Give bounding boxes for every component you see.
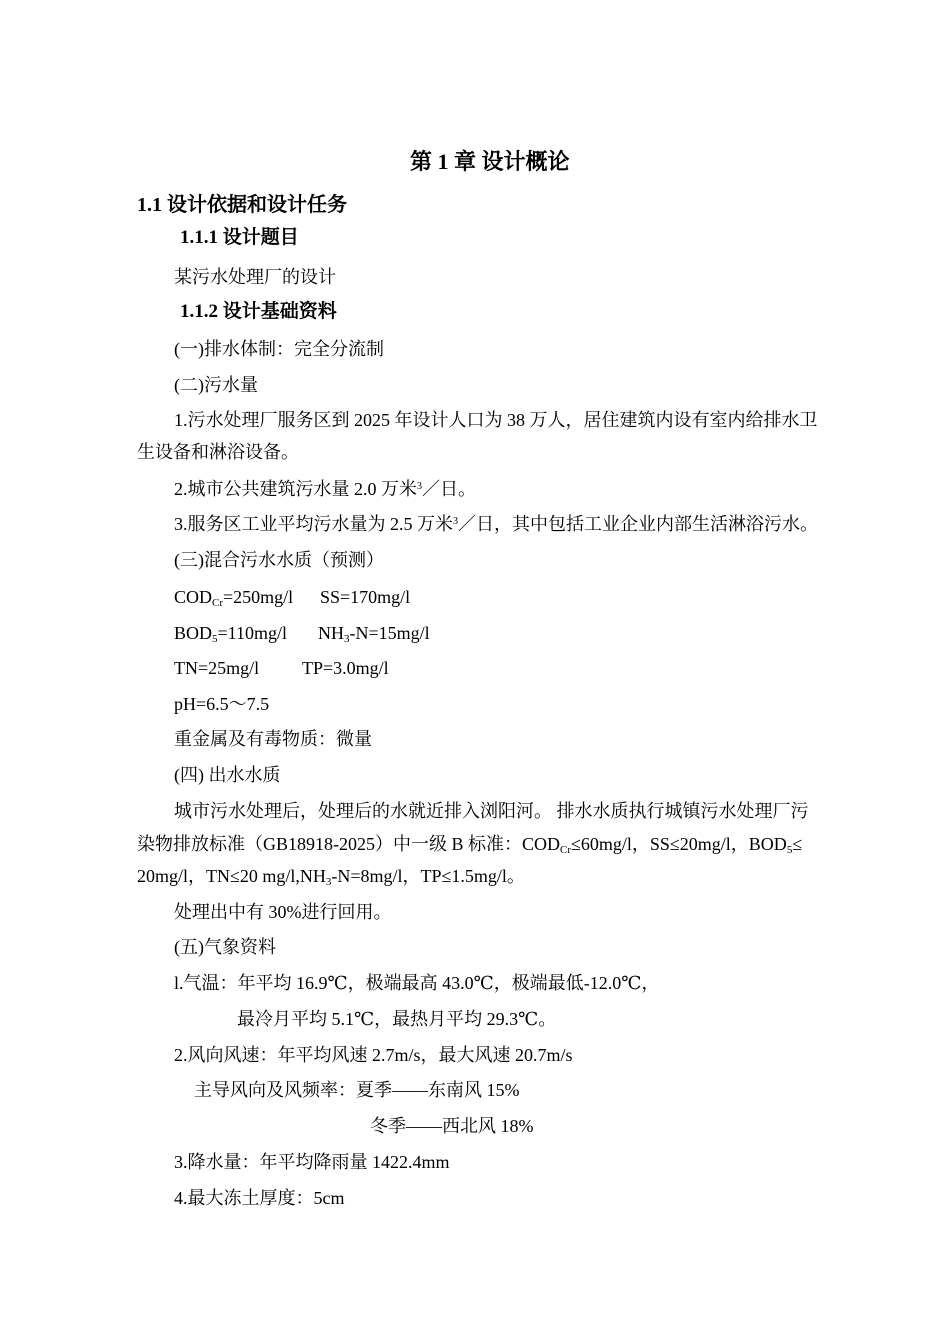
climate-rainfall: 3.降水量：年平均降雨量 1422.4mm [174,1152,450,1172]
sewage-volume-heading: (二)污水量 [174,375,258,395]
section-heading-1-1-2: 1.1.2 设计基础资料 [180,301,337,322]
nh3-value: $NH_3-N=15mg/l$ [318,623,430,645]
chapter-title: 第 1 章 设计概论 [410,149,570,174]
section-heading-1-1-1: 1.1.1 设计题目 [180,227,299,248]
sewage-item-1-line-1: 1.污水处理厂服务区到 2025 年设计人口为 38 万人，居住建筑内设有室内给排水卫 [174,410,818,430]
sewage-item-1-line-2: 生设备和淋浴设备。 [137,442,299,462]
sewage-item-3: 3.服务区工业平均污水量为 2.5 万米$^3$／日，其中包括工业企业内部生活淋浴污水。 [174,514,818,534]
climate-wind-line-1: 2.风向风速：年平均风速 2.7m/s，最大风速 20.7m/s [174,1045,573,1065]
tp-value: TP=3.0mg/l [302,658,389,678]
climate-frost-depth: 4.最大冻土厚度：5cm [174,1188,345,1208]
climate-temperature-line-1: l.气温：年平均 16.9℃，极端最高 43.0℃，极端最低-12.0℃， [174,973,660,993]
climate-wind-line-3: 冬季——西北风 18% [370,1116,534,1136]
quality-heading: (三)混合污水水质（预测） [174,550,384,570]
climate-heading: (五)气象资料 [174,937,276,957]
effluent-heading: (四) 出水水质 [174,765,281,785]
sewage-item-2: 2.城市公共建筑污水量 2.0 万米$^3$／日。 [174,479,476,499]
climate-wind-line-2: 主导风向及风频率：夏季——东南风 15% [194,1080,520,1100]
effluent-line-1: 城市污水处理后，处理后的水就近排入浏阳河。 排水水质执行城镇污水处理厂污 [174,801,809,821]
ph-value: pH=6.5～7.5 [174,694,270,714]
effluent-line-2: 染物排放标准（GB18918-2025）中一级 B 标准：$COD_{Cr}\le 60mg/l$，SS≤20mg/l，$BOD_5\le$ [137,834,803,856]
reuse-note: 处理出中有 30%进行回用。 [174,902,392,922]
ss-value: SS=170mg/l [320,587,411,607]
bod-value: $BOD_5=110mg/l$ [174,623,288,645]
section-heading-1-1: 1.1 设计依据和设计任务 [137,194,347,216]
tn-value: TN=25mg/l [174,658,260,678]
effluent-line-3: 20mg/l，TN≤20 $mg/l,NH_3-N=8mg/l$，TP≤1.5mg/l。 [137,866,525,888]
climate-temperature-line-2: 最冷月平均 5.1℃，最热月平均 29.3℃。 [237,1009,557,1029]
design-topic: 某污水处理厂的设计 [174,267,336,287]
heavy-metals: 重金属及有毒物质：微量 [174,729,372,749]
drainage-system: (一)排水体制：完全分流制 [174,339,384,359]
cod-value: $COD_{Cr}=250mg/l$ [174,587,294,609]
